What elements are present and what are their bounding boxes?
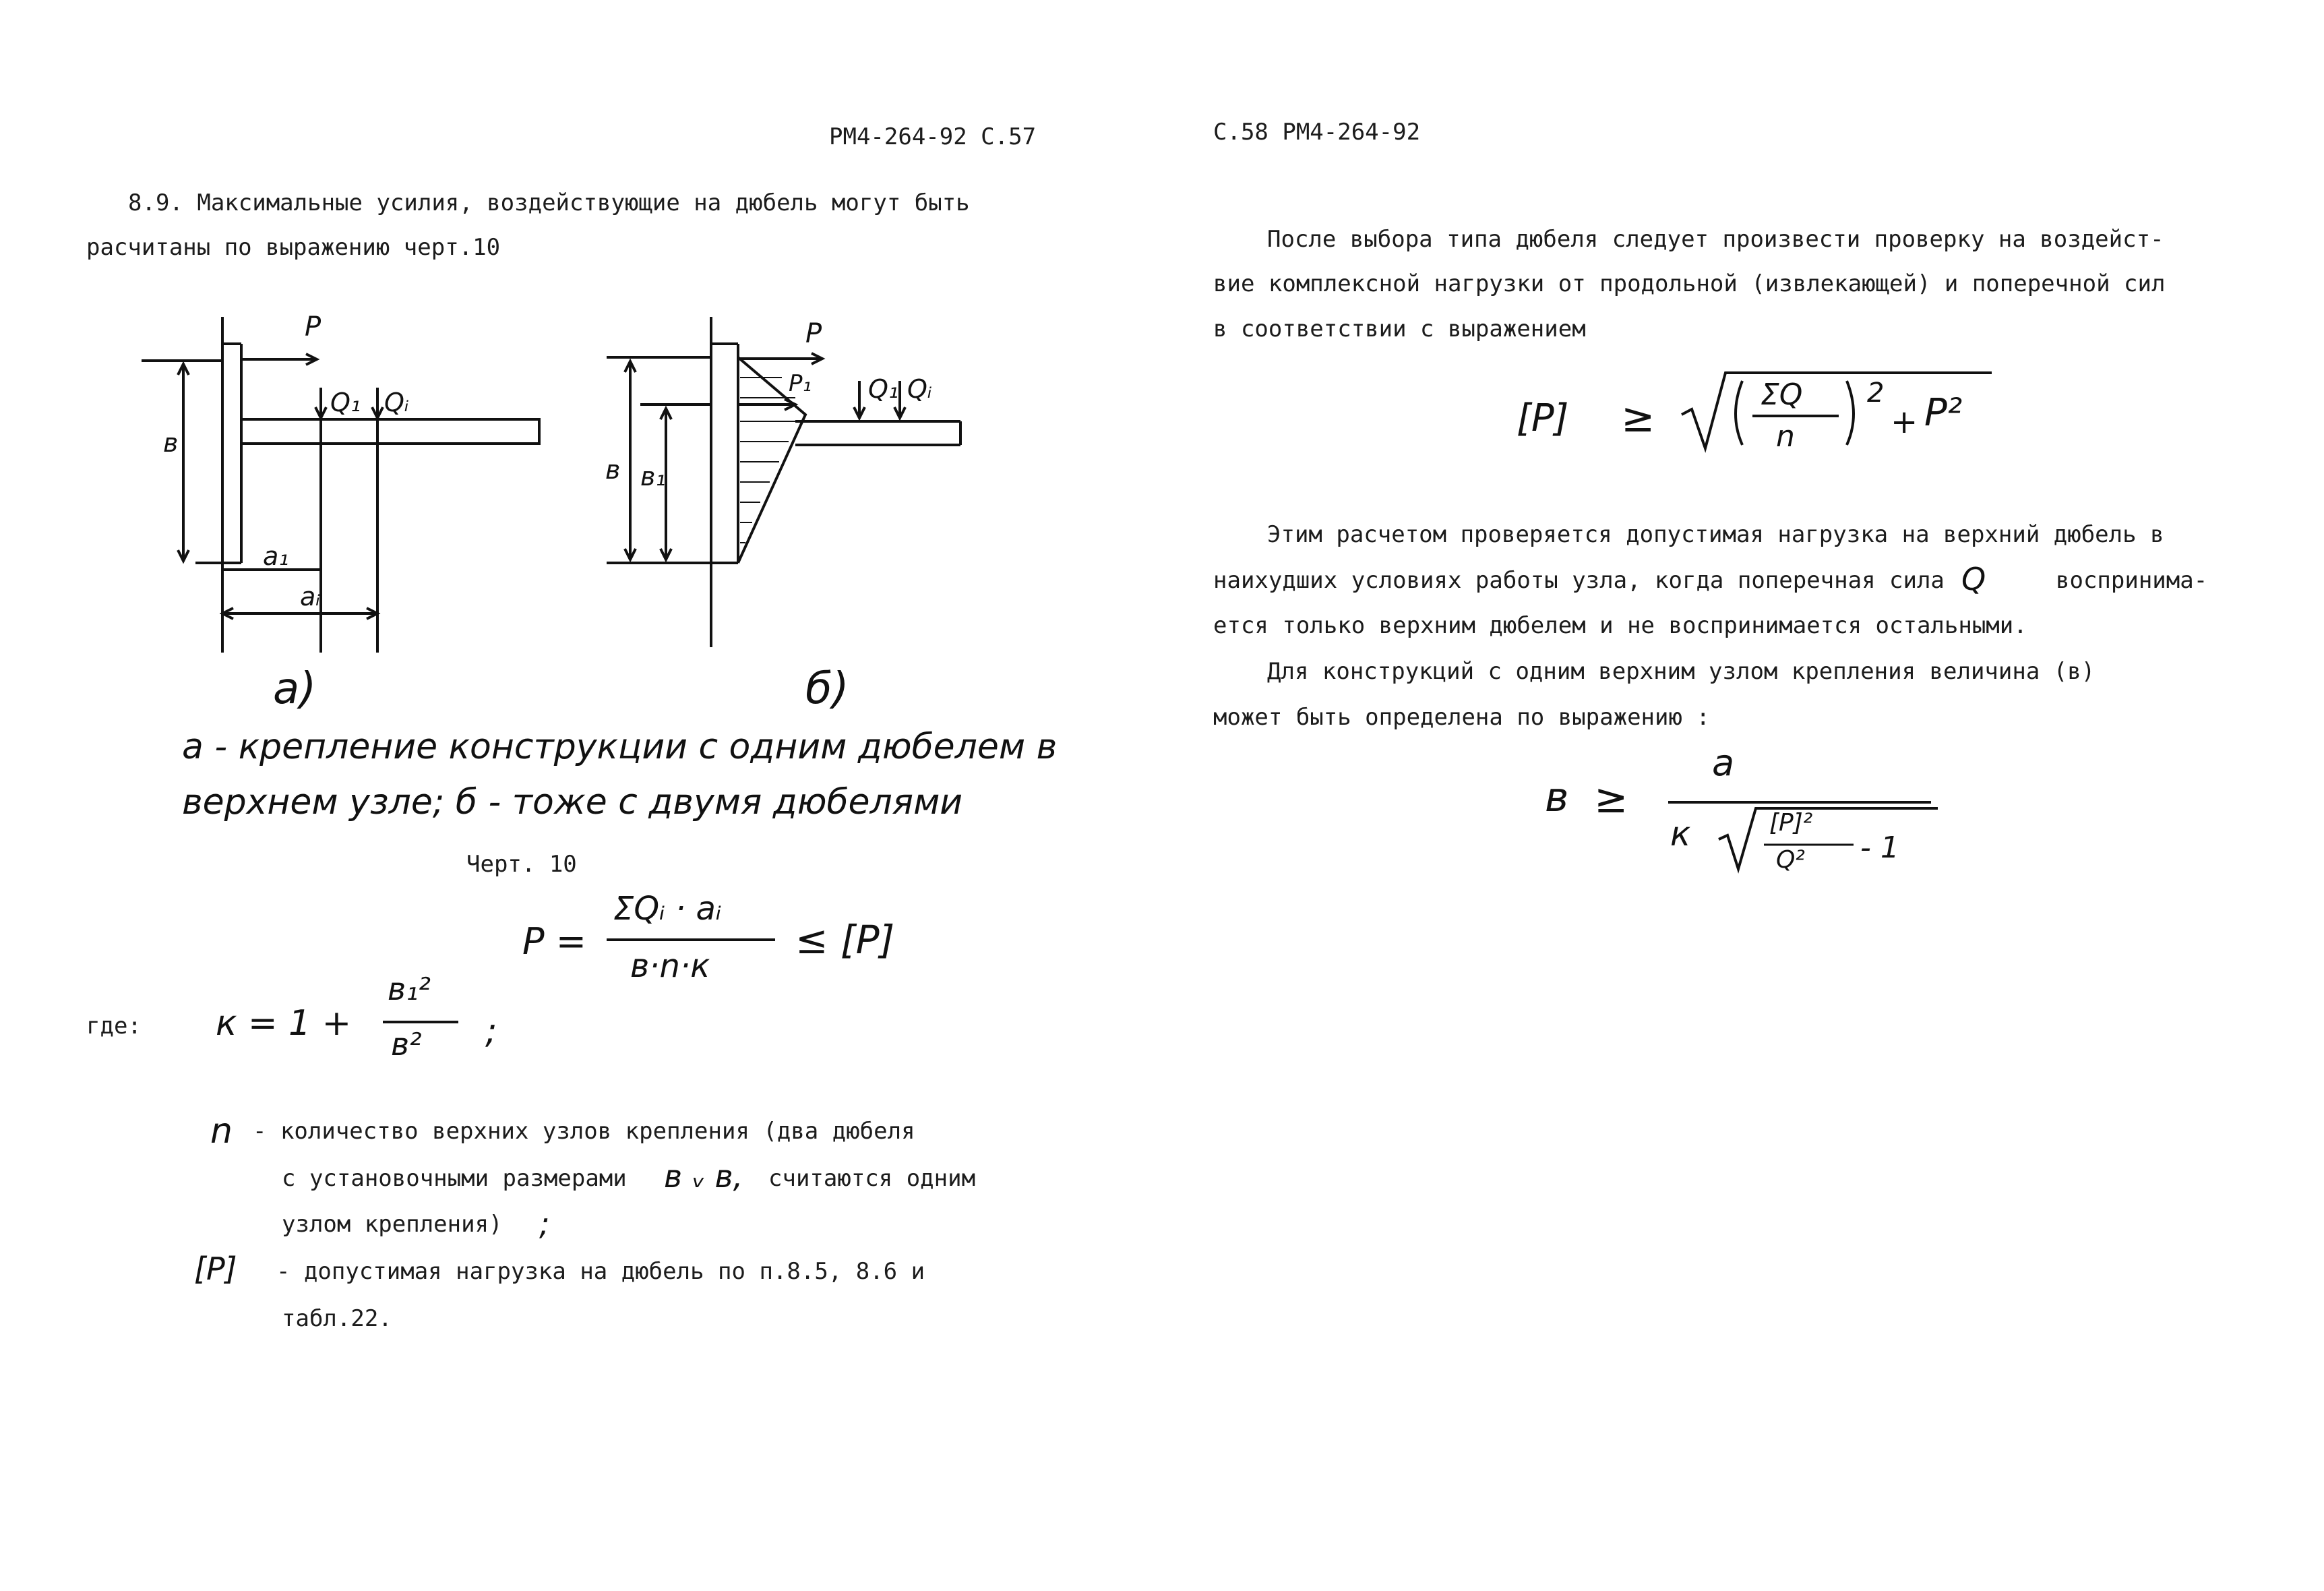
formula-b-inner-den: Q² <box>1776 846 1805 874</box>
formula-b-k: к <box>1670 814 1691 853</box>
formula-p-fraction-bar <box>607 938 775 941</box>
right-para2-line3: ется только верхним дюбелем и не воспринимается остальными. <box>1213 612 2027 639</box>
def-n-line2b: считаются одним <box>768 1165 976 1192</box>
def-n-line2a: с установочными размерами <box>282 1165 627 1192</box>
right-para2-line2a: наихудших условиях работы узла, когда поперечная сила <box>1213 567 1945 594</box>
formula-k-lhs: к = 1 + <box>216 1003 352 1044</box>
formula-b-sign: ≥ <box>1594 775 1628 822</box>
right-para1-line3: в соответствии с выражением <box>1213 316 1586 342</box>
formula-k-numerator: в₁² <box>388 971 431 1007</box>
fig-b-dim-b1: в₁ <box>640 462 666 491</box>
figure-a-diagram <box>135 311 485 654</box>
formula-p-denominator: в·n·к <box>630 947 710 985</box>
def-n-line1: - количество верхних узлов крепления (два дюбеля <box>253 1118 915 1145</box>
def-p-line1: - допустимая нагрузка на дюбель по п.8.5, 8.6 и <box>276 1258 925 1285</box>
formula-p-rhs: ≤ [P] <box>795 917 895 963</box>
formula-p-lhs: P = <box>522 920 586 963</box>
formula-b-radical <box>1715 799 1945 873</box>
formula-b-minus-one: - 1 <box>1860 831 1899 865</box>
right-para3-line2: может быть определена по выражению : <box>1213 704 1710 731</box>
fig-a-force-p: P <box>305 311 322 342</box>
fig-a-qi: Qᵢ <box>384 388 409 417</box>
fig-b-dim-b: в <box>605 455 621 485</box>
formula-b-numerator: a <box>1712 742 1735 784</box>
def-n-tail: ; <box>539 1205 550 1242</box>
def-n-line2-symbols: в ᵥ в, <box>664 1158 743 1195</box>
left-page-header: РМ4-264-92 С.57 <box>829 123 1037 150</box>
right-para1-line2: вие комплексной нагрузки от продольной (извлекающей) и поперечной сил <box>1213 270 2166 297</box>
formula-k-tail: ; <box>485 1011 497 1052</box>
right-para2-line1: Этим расчетом проверяется допустимая нагрузка на верхний дюбель в <box>1267 521 2164 548</box>
right-page-header: С.58 РМ4-264-92 <box>1213 119 1421 146</box>
formula-k-denominator: в² <box>391 1026 422 1062</box>
right-para3-line1: Для конструкций с одним верхним узлом крепления величина (в) <box>1267 658 2096 685</box>
formula-check-square: 2 <box>1867 378 1885 409</box>
fig-b-p1: P₁ <box>789 370 812 397</box>
formula-p-numerator: ΣQᵢ · aᵢ <box>613 890 722 928</box>
formula-check-inner-num: ΣQ <box>1761 378 1803 412</box>
formula-check-sign: ≥ <box>1621 394 1655 442</box>
formula-check-inner-den: n <box>1776 419 1795 454</box>
formula-k-fraction-bar <box>383 1021 458 1023</box>
fig-a-dim-ai: aᵢ <box>300 582 321 611</box>
fig-a-dim-b: в <box>163 428 179 458</box>
figure-a-label: а) <box>273 664 317 714</box>
def-p-symbol: [P] <box>194 1251 237 1287</box>
fig-b-qi: Qᵢ <box>907 374 932 404</box>
formula-b-inner-num: [P]² <box>1769 809 1813 837</box>
formula-check-p-squared: P² <box>1924 391 1963 435</box>
formula-check-plus: + <box>1891 403 1918 441</box>
figure-b-label: б) <box>805 664 849 714</box>
fig-b-force-p: P <box>805 318 822 349</box>
section-8-9-line1: 8.9. Максимальные усилия, воздействующие на дюбель могут быть <box>128 189 970 216</box>
def-n-line3: узлом крепления) <box>282 1211 503 1238</box>
right-para2-line2b: воспринима- <box>2056 567 2208 594</box>
fig-a-q1: Q₁ <box>330 388 361 417</box>
def-p-line2: табл.22. <box>282 1305 392 1332</box>
right-para2-q-symbol: Q <box>1961 561 1986 597</box>
figure-caption-line1: а - крепление конструкции с одним дюбелем в <box>182 727 1058 767</box>
formula-check-lhs: [P] <box>1517 396 1569 440</box>
section-8-9-line2: расчитаны по выражению черт.10 <box>86 234 501 261</box>
right-para1-line1: После выбора типа дюбеля следует произвести проверку на воздейст- <box>1267 226 2164 253</box>
figure-number: Черт. 10 <box>466 851 577 878</box>
figure-b-diagram <box>593 317 971 654</box>
figure-caption-line2: верхнем узле; б - тоже с двумя дюбелями <box>182 782 963 822</box>
fig-a-dim-a1: a₁ <box>263 541 289 571</box>
fig-b-q1: Q₁ <box>868 374 899 404</box>
where-label: где: <box>86 1013 142 1040</box>
formula-b-lhs: в <box>1545 774 1569 821</box>
def-n-symbol: n <box>210 1111 233 1151</box>
